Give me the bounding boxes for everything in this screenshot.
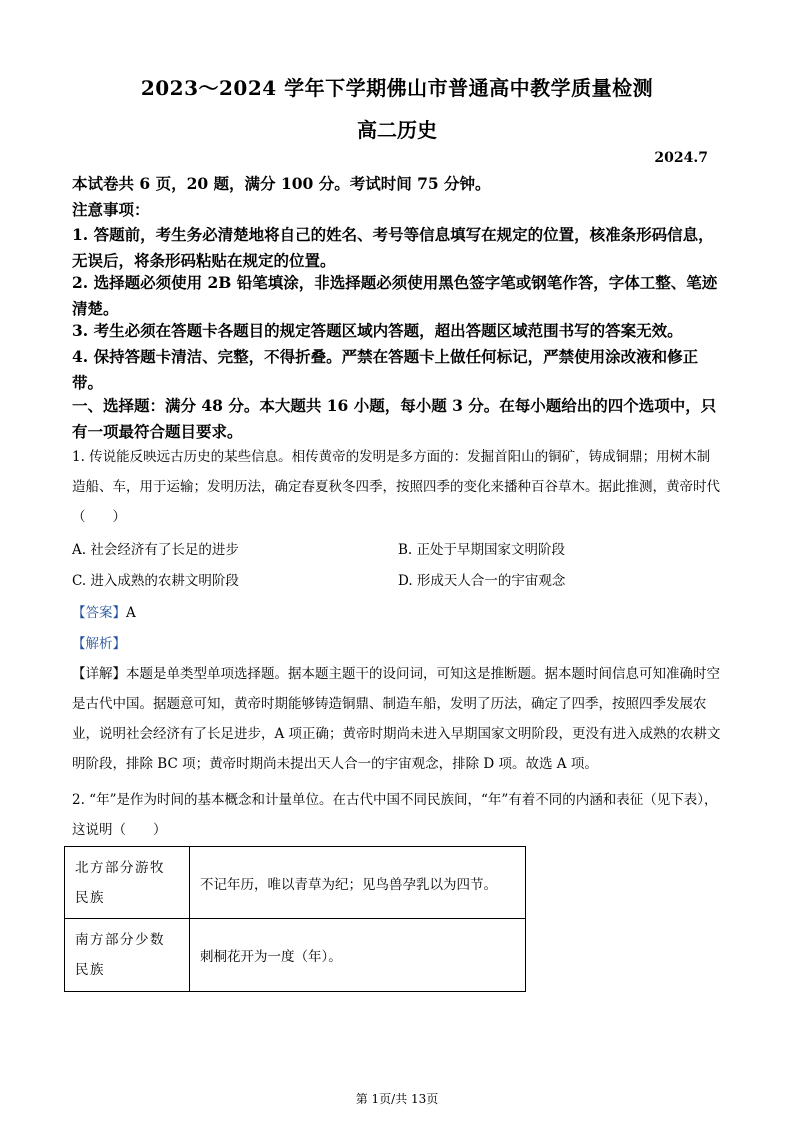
question-1-option-d: D. 形成天人合一的宇宙观念	[398, 573, 566, 589]
question-2-table	[64, 846, 526, 992]
notice-item-2: 2. 选择题必须使用 2B 铅笔填涂，非选择题必须使用黑色签字笔或钢笔作答，字体工整、笔迹清楚。	[72, 273, 718, 318]
notice-item-3: 3. 考生必须在答题卡各题目的规定答题区域内答题，超出答题区域范围书写的答案无效。	[72, 321, 683, 340]
table-row	[65, 847, 526, 919]
exam-summary: 本试卷共 6 页，20 题，满分 100 分。考试时间 75 分钟。	[72, 174, 491, 193]
answer-value: A	[126, 605, 136, 621]
question-2-stem: 2. “年”是作为时间的基本概念和计量单位。在古代中国不同民族间，“年”有着不同的内涵和表征（见下表），这说明（ ）	[72, 792, 718, 838]
exam-subject: 高二历史	[357, 118, 437, 142]
question-1-stem: 1. 传说能反映远古历史的某些信息。相传黄帝的发明是多方面的：发掘首阳山的铜矿，铸成铜鼎；用树木制造船、车，用于运输；发明历法，确定春夏秋冬四季，按照四季的变化来播种百谷草木。据此推测，黄帝时代（ ）	[72, 449, 720, 525]
table-cell-desc: 刺桐花开为一度（年）。	[190, 919, 526, 992]
question-1-option-b: B. 正处于早期国家文明阶段	[398, 542, 566, 558]
table-cell-group: 北方部分游牧民族	[65, 847, 190, 919]
notice-item-4: 4. 保持答题卡清洁、完整，不得折叠。严禁在答题卡上做任何标记，严禁使用涂改液和修正带。	[72, 347, 699, 392]
section-intro: 一、选择题：满分 48 分。本大题共 16 小题，每小题 3 分。在每小题给出的四个选项中，只有一项最符合题目要求。	[72, 396, 717, 441]
page-footer: 第 1页/共 13页	[355, 1092, 439, 1106]
notice-item-1: 1. 答题前，考生务必清楚地将自己的姓名、考号等信息填写在规定的位置，核准条形码信息，无误后，将条形码粘贴在规定的位置。	[72, 225, 714, 270]
question-1-option-c: C. 进入成熟的农耕文明阶段	[72, 573, 239, 589]
exam-title: 2023～2024 学年下学期佛山市普通高中教学质量检测	[140, 76, 654, 100]
question-1-option-a: A. 社会经济有了长足的进步	[72, 542, 239, 558]
table-cell-desc: 不记年历，唯以青草为纪；见鸟兽孕乳以为四节。	[190, 847, 526, 919]
table-row	[65, 919, 526, 992]
answer-label: 【答案】	[72, 605, 126, 621]
table-cell-group: 南方部分少数民族	[65, 919, 190, 992]
analysis-label: 【解析】	[72, 636, 126, 652]
question-1-detail: 【详解】本题是单类型单项选择题。据本题主题干的设问词，可知这是推断题。据本题时间信息可知准确时空是古代中国。据题意可知，黄帝时期能够铸造铜鼎、制造车船，发明了历法，确定了四季，按照四季发展农业，说明社会经济有了长足进步，A 项正确；黄帝时期尚未进入早期国家文明阶段，更没有进入成熟的农耕文明阶段，排除 BC 项；黄帝时期尚未提出天人合一的宇宙观念，排除 D 项。故选 A 项。	[72, 666, 721, 772]
exam-date: 2024.7	[654, 150, 708, 166]
answer-line	[72, 603, 136, 623]
notice-heading: 注意事项：	[72, 200, 150, 219]
